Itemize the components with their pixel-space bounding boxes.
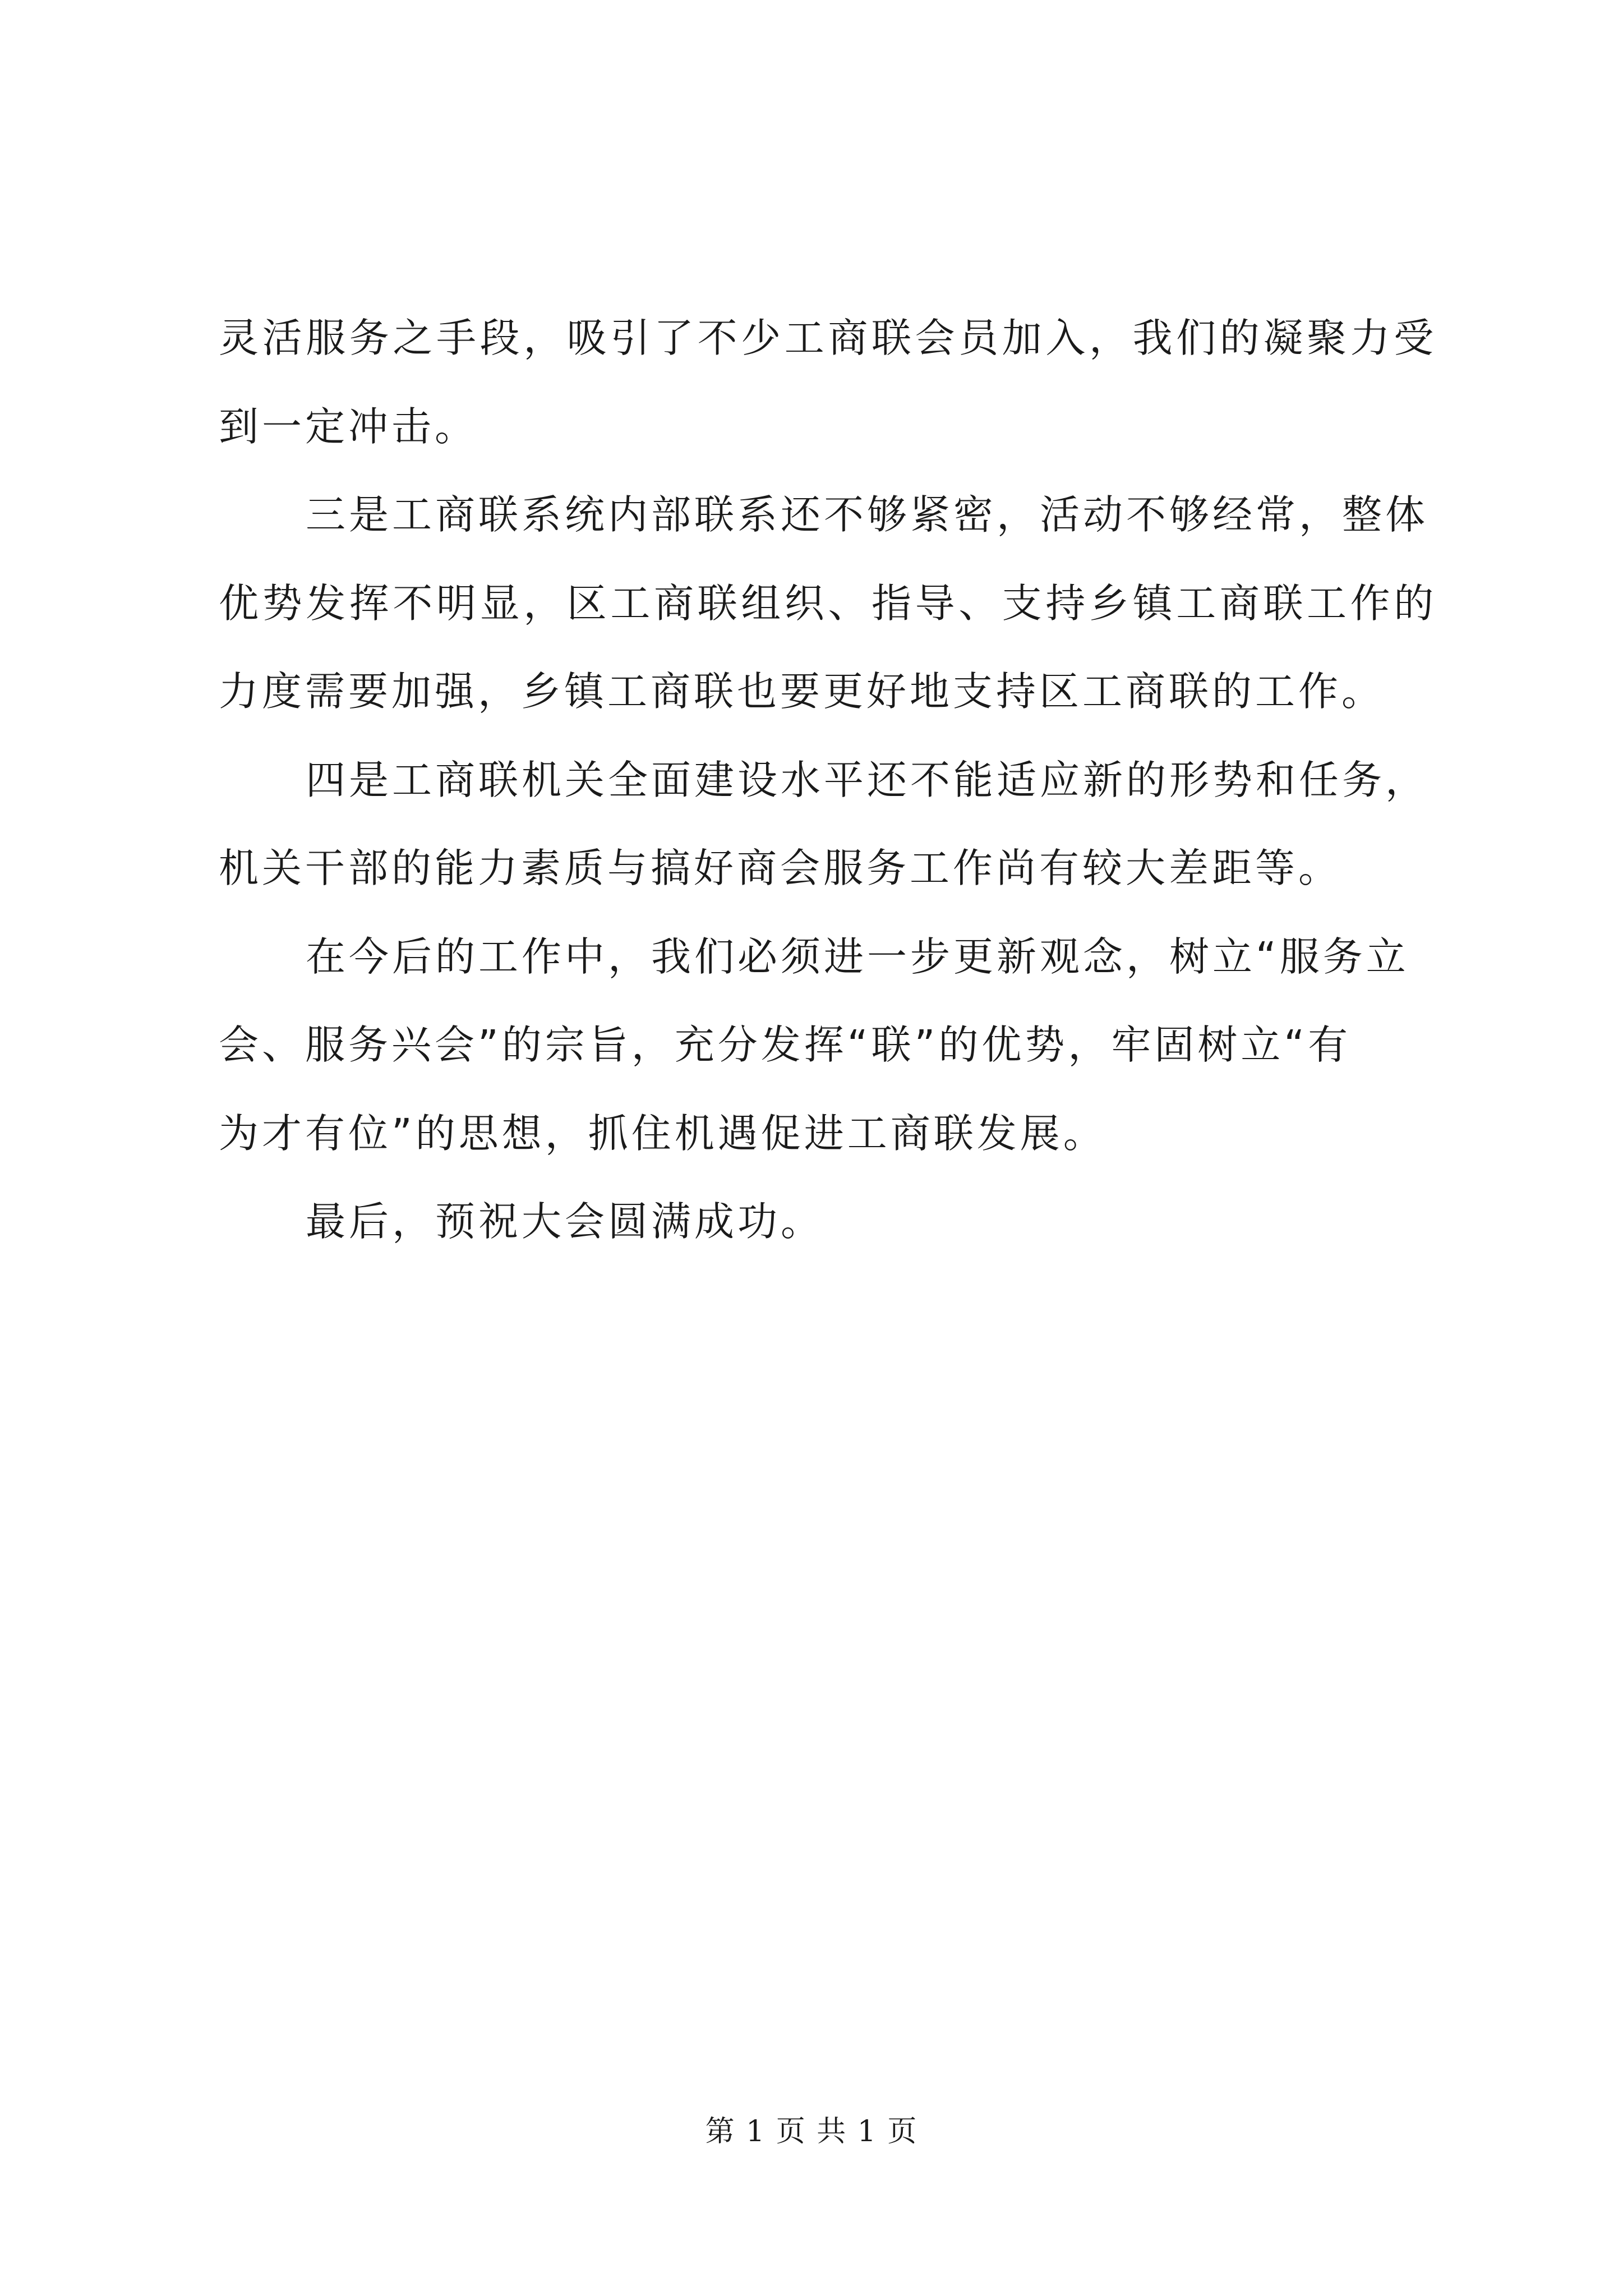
- page-number-footer: 第 1 页 共 1 页: [705, 2115, 918, 2148]
- text-line: 为才有位”的思想，抓住机遇促进工商联发展。: [219, 1110, 1106, 1157]
- text-line: 力度需要加强，乡镇工商联也要更好地支持区工商联的工作。: [219, 668, 1385, 715]
- text-line: 到一定冲击。: [219, 403, 478, 450]
- text-line: 四是工商联机关全面建设水平还不能适应新的形势和任务，: [306, 757, 1429, 803]
- text-line: 灵活服务之手段，吸引了不少工商联会员加入，我们的凝聚力受: [219, 315, 1437, 361]
- text-line: 最后，预祝大会圆满成功。: [306, 1198, 824, 1245]
- text-line: 会、服务兴会”的宗旨，充分发挥“联”的优势，牢固树立“有: [219, 1022, 1352, 1068]
- text-line: 三是工商联系统内部联系还不够紧密，活动不够经常，整体: [306, 491, 1429, 538]
- text-line: 机关干部的能力素质与搞好商会服务工作尚有较大差距等。: [219, 845, 1342, 891]
- text-line: 优势发挥不明显，区工商联组织、指导、支持乡镇工商联工作的: [219, 580, 1437, 627]
- text-line: 在今后的工作中，我们必须进一步更新观念，树立“服务立: [306, 933, 1409, 980]
